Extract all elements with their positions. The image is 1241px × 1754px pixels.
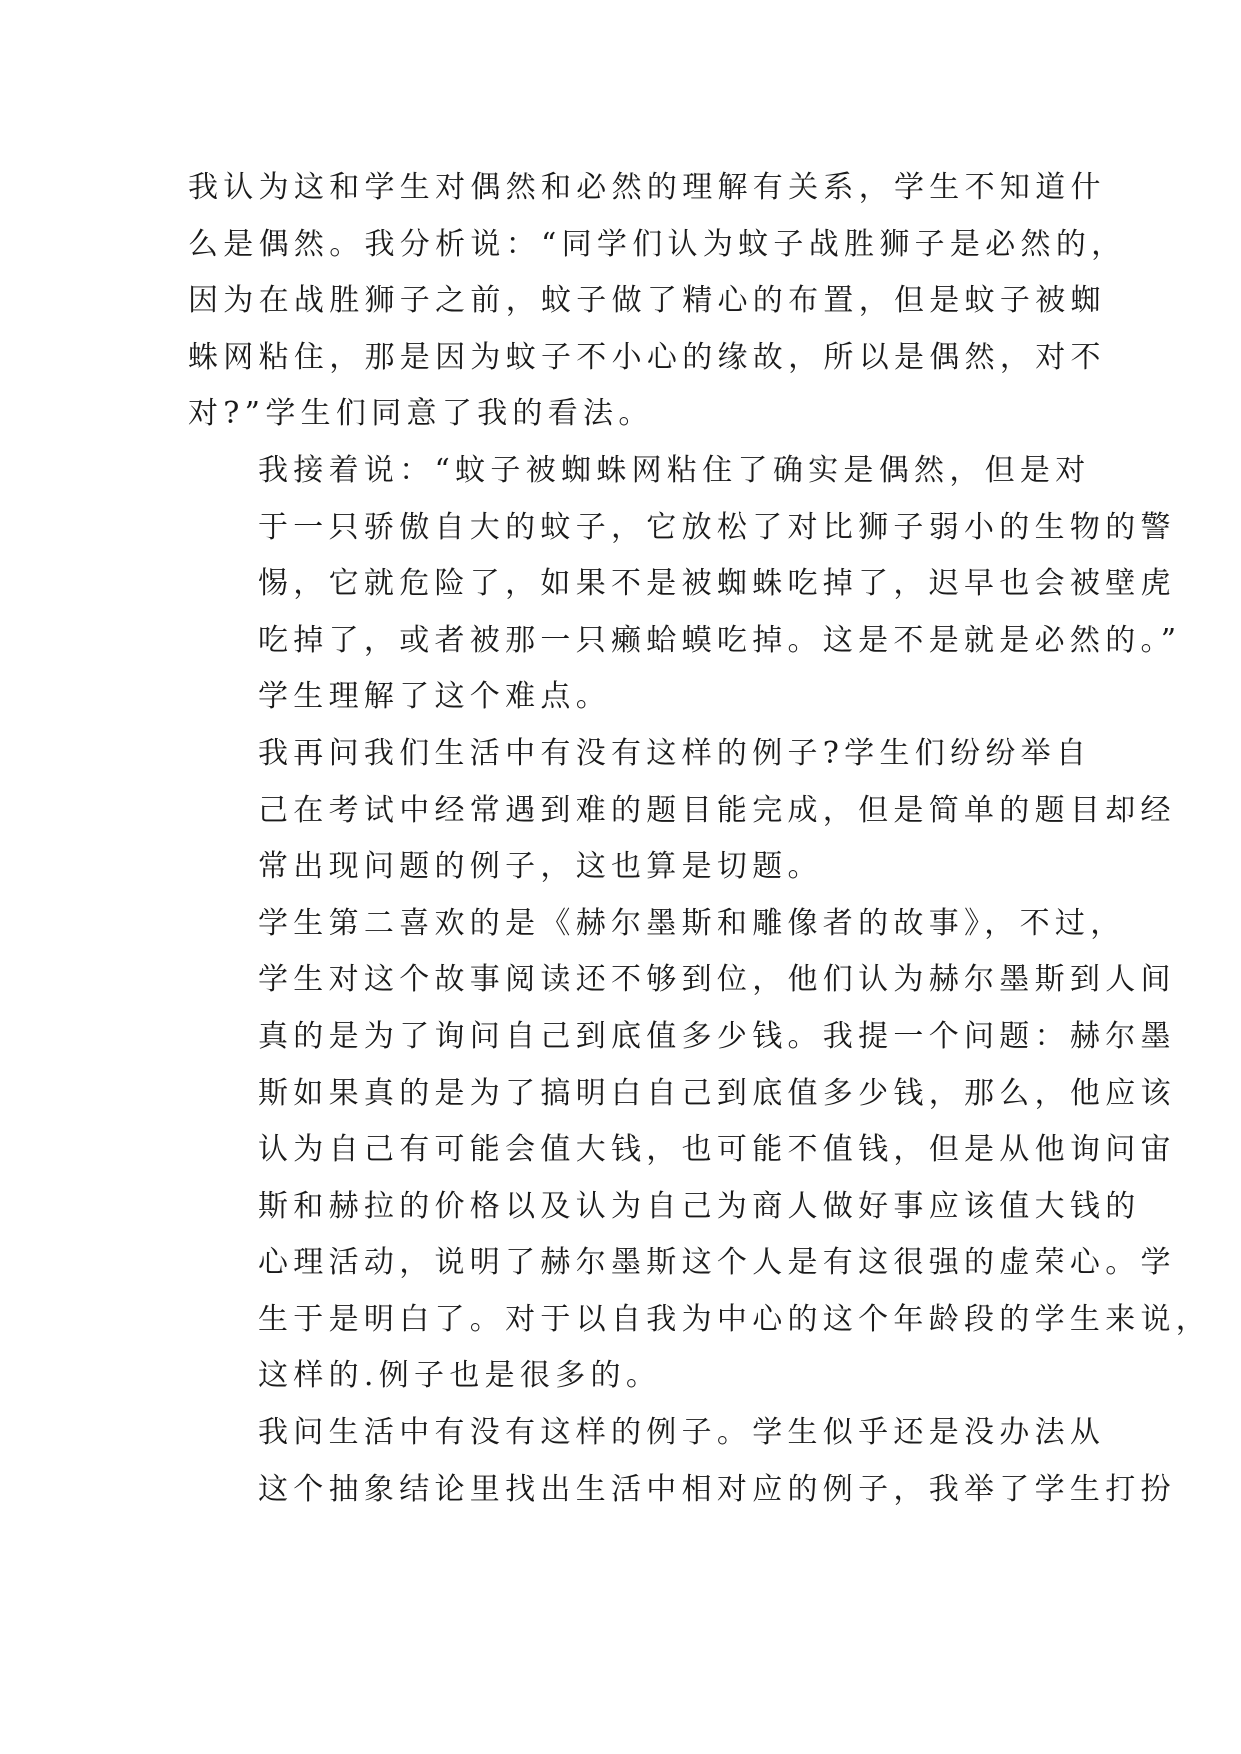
text-line: 学生理解了这个难点。: [258, 679, 611, 715]
text-line: 认为自己有可能会值大钱，也可能不值钱，但是从他询问宙: [258, 1132, 1176, 1168]
text-line: 常出现问题的例子，这也算是切题。: [258, 849, 823, 885]
text-line: 我接着说：“蚊子被蜘蛛网粘住了确实是偶然，但是对: [258, 452, 1091, 488]
text-line: 吃掉了，或者被那一只癞蛤蟆吃掉。这是不是就是必然的。”: [258, 622, 1182, 658]
paragraph-2: [188, 443, 1182, 726]
text-line: 于一只骄傲自大的蚊子，它放松了对比狮子弱小的生物的警: [258, 509, 1176, 545]
paragraph-1: [188, 160, 1127, 443]
text-line: 蛛网粘住，那是因为蚊子不小心的缘故，所以是偶然，对不: [188, 339, 1106, 375]
text-line: 我再问我们生活中有没有这样的例子?学生们纷纷举自: [258, 735, 1092, 771]
paragraph-4: [188, 896, 1212, 1405]
text-line: 我认为这和学生对偶然和必然的理解有关系，学生不知道什: [188, 170, 1106, 205]
text-line: 对?”学生们同意了我的看法。: [188, 396, 654, 432]
text-line: 这个抽象结论里找出生活中相对应的例子，我举了学生打扮: [258, 1471, 1176, 1507]
paragraph-3: [188, 726, 1176, 896]
text-line: 因为在战胜狮子之前，蚊子做了精心的布置，但是蚊子被蜘: [188, 283, 1106, 319]
paragraph-5: [188, 1405, 1176, 1518]
text-line: 学生第二喜欢的是《赫尔墨斯和雕像者的故事》，不过，: [258, 905, 1126, 941]
text-line: 己在考试中经常遇到难的题目能完成，但是简单的题目却经: [258, 792, 1176, 828]
body-text: [188, 160, 1212, 1518]
text-line: 斯和赫拉的价格以及认为自己为商人做好事应该值大钱的: [258, 1188, 1141, 1224]
text-line: 生于是明白了。对于以自我为中心的这个年龄段的学生来说，: [258, 1301, 1212, 1337]
text-line: 么是偶然。我分析说：“同学们认为蚊子战胜狮子是必然的，: [188, 226, 1127, 262]
text-line: 学生对这个故事阅读还不够到位，他们认为赫尔墨斯到人间: [258, 962, 1176, 998]
text-line: 真的是为了询问自己到底值多少钱。我提一个问题：赫尔墨: [258, 1018, 1176, 1054]
text-line: 惕，它就危险了，如果不是被蜘蛛吃掉了，迟早也会被壁虎: [258, 566, 1176, 602]
text-line: 我问生活中有没有这样的例子。学生似乎还是没办法从: [258, 1415, 1106, 1451]
text-line: 这样的.例子也是很多的。: [258, 1358, 662, 1394]
text-line: 心理活动，说明了赫尔墨斯这个人是有这很强的虚荣心。学: [258, 1245, 1176, 1281]
text-line: 斯如果真的是为了搞明白自己到底值多少钱，那么，他应该: [258, 1075, 1176, 1111]
